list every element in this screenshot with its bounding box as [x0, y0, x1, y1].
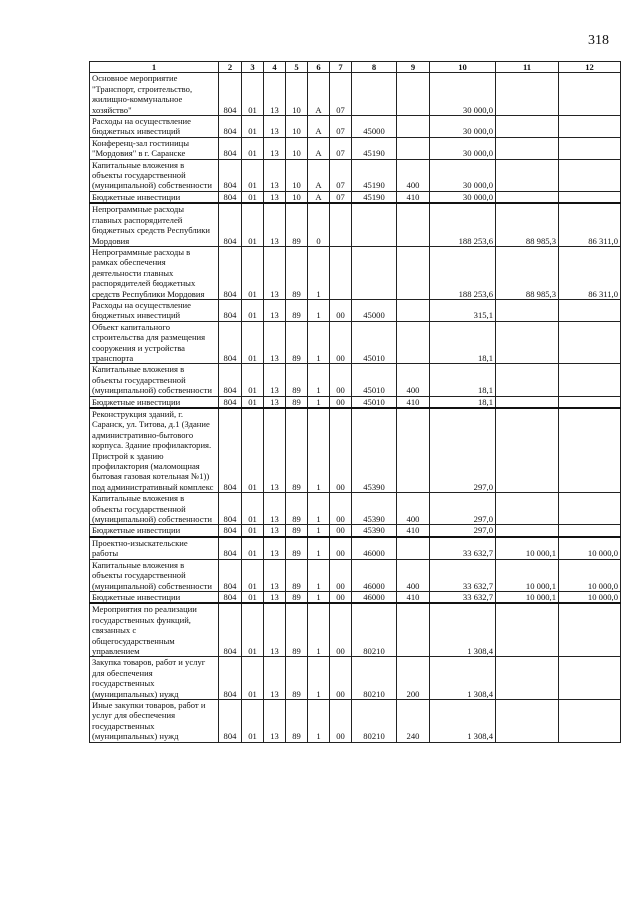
cell-code: 45190 [352, 137, 397, 159]
cell-code: 80210 [352, 699, 397, 742]
cell-code [352, 73, 397, 116]
cell-code: 89 [286, 525, 308, 537]
cell-code: 13 [264, 657, 286, 700]
cell-code: 01 [242, 203, 264, 246]
cell-code: 13 [264, 191, 286, 203]
cell-name: Капитальные вложения в объекты государственной (муниципальной) собственности [90, 159, 219, 191]
cell-code [330, 246, 352, 299]
cell-code: 804 [219, 493, 242, 525]
cell-name: Капитальные вложения в объекты государственной (муниципальной) собственности [90, 559, 219, 591]
cell-code: 804 [219, 159, 242, 191]
cell-amount: 18,1 [430, 321, 496, 364]
cell-code: 13 [264, 203, 286, 246]
cell-code: 1 [308, 657, 330, 700]
budget-table [89, 61, 621, 743]
cell-code [352, 246, 397, 299]
cell-code: 13 [264, 537, 286, 559]
table-row [90, 408, 621, 493]
cell-name: Основное мероприятие "Транспорт, строительство, жилищно-коммунальное хозяйство" [90, 73, 219, 116]
cell-code: 1 [308, 603, 330, 657]
cell-amount [496, 364, 559, 396]
cell-code: 200 [397, 657, 430, 700]
cell-code: 00 [330, 321, 352, 364]
cell-code: 80210 [352, 657, 397, 700]
cell-code: 00 [330, 525, 352, 537]
cell-code: 804 [219, 591, 242, 603]
table-row [90, 591, 621, 603]
cell-code: 89 [286, 246, 308, 299]
cell-code: 00 [330, 699, 352, 742]
cell-code: 13 [264, 493, 286, 525]
cell-code: 1 [308, 396, 330, 408]
cell-amount: 10 000,1 [496, 591, 559, 603]
col-header: 6 [308, 62, 330, 73]
cell-amount [496, 321, 559, 364]
cell-code: 804 [219, 299, 242, 321]
cell-name: Бюджетные инвестиции [90, 396, 219, 408]
cell-amount: 33 632,7 [430, 591, 496, 603]
table-row [90, 603, 621, 657]
cell-name: Капитальные вложения в объекты государственной (муниципальной) собственности [90, 493, 219, 525]
cell-code: 804 [219, 525, 242, 537]
cell-amount: 30 000,0 [430, 159, 496, 191]
cell-code [397, 203, 430, 246]
cell-name: Непрограммные расходы главных распорядителей бюджетных средств Республики Мордовия [90, 203, 219, 246]
cell-code: 804 [219, 321, 242, 364]
col-header: 8 [352, 62, 397, 73]
cell-code: 13 [264, 246, 286, 299]
cell-code: 804 [219, 537, 242, 559]
cell-amount [559, 364, 621, 396]
cell-code: 89 [286, 591, 308, 603]
cell-code: 1 [308, 537, 330, 559]
cell-code: 1 [308, 364, 330, 396]
cell-code: 1 [308, 559, 330, 591]
cell-code: 01 [242, 159, 264, 191]
cell-code: 00 [330, 603, 352, 657]
cell-code: 01 [242, 493, 264, 525]
cell-code: 10 [286, 73, 308, 116]
cell-amount [559, 525, 621, 537]
cell-code [397, 246, 430, 299]
table-row [90, 191, 621, 203]
col-header: 9 [397, 62, 430, 73]
cell-amount [496, 408, 559, 493]
col-header: 10 [430, 62, 496, 73]
cell-name: Конференц-зал гостиницы "Мордовия" в г. Саранске [90, 137, 219, 159]
cell-code: 01 [242, 525, 264, 537]
cell-code [397, 603, 430, 657]
cell-name: Капитальные вложения в объекты государственной (муниципальной) собственности [90, 364, 219, 396]
col-header: 2 [219, 62, 242, 73]
cell-code: 400 [397, 493, 430, 525]
cell-name: Бюджетные инвестиции [90, 591, 219, 603]
cell-code: 804 [219, 364, 242, 396]
cell-amount: 18,1 [430, 364, 496, 396]
cell-code: 13 [264, 116, 286, 138]
cell-amount: 30 000,0 [430, 73, 496, 116]
cell-code: 00 [330, 657, 352, 700]
cell-amount [559, 657, 621, 700]
cell-code: 01 [242, 246, 264, 299]
cell-amount: 1 308,4 [430, 699, 496, 742]
cell-code: 07 [330, 137, 352, 159]
cell-code: 89 [286, 537, 308, 559]
cell-code: 1 [308, 525, 330, 537]
cell-code: 1 [308, 591, 330, 603]
cell-name: Непрограммные расходы в рамках обеспечения деятельности главных распорядителей бюджетных средств Республики Мордовия [90, 246, 219, 299]
cell-amount [559, 191, 621, 203]
cell-code: 804 [219, 191, 242, 203]
cell-code: 410 [397, 591, 430, 603]
cell-code: 00 [330, 408, 352, 493]
cell-code: 01 [242, 591, 264, 603]
cell-name: Расходы на осуществление бюджетных инвестиций [90, 299, 219, 321]
cell-code: 400 [397, 559, 430, 591]
cell-code: А [308, 191, 330, 203]
cell-name: Объект капитального строительства для размещения сооружения и устройства транспорта [90, 321, 219, 364]
cell-code: А [308, 73, 330, 116]
cell-code: 804 [219, 116, 242, 138]
cell-code: 01 [242, 657, 264, 700]
table-row [90, 246, 621, 299]
cell-code: 13 [264, 603, 286, 657]
table-row [90, 116, 621, 138]
table-row [90, 699, 621, 742]
cell-amount: 86 311,0 [559, 246, 621, 299]
cell-amount [559, 603, 621, 657]
cell-code: 01 [242, 321, 264, 364]
table-row [90, 299, 621, 321]
cell-code: 45190 [352, 191, 397, 203]
cell-code: А [308, 116, 330, 138]
cell-name: Расходы на осуществление бюджетных инвестиций [90, 116, 219, 138]
cell-code: 45010 [352, 364, 397, 396]
cell-code: 804 [219, 203, 242, 246]
cell-code: 46000 [352, 559, 397, 591]
cell-code: 13 [264, 137, 286, 159]
cell-code: 1 [308, 299, 330, 321]
cell-code: 01 [242, 299, 264, 321]
table-row [90, 137, 621, 159]
cell-code: 13 [264, 559, 286, 591]
cell-code: 45000 [352, 299, 397, 321]
cell-code: 400 [397, 159, 430, 191]
cell-code: 13 [264, 321, 286, 364]
cell-code: 45390 [352, 493, 397, 525]
cell-amount [496, 396, 559, 408]
cell-amount [559, 116, 621, 138]
cell-code [397, 73, 430, 116]
cell-code: 00 [330, 396, 352, 408]
cell-code: 89 [286, 364, 308, 396]
cell-code: 46000 [352, 537, 397, 559]
cell-amount [496, 116, 559, 138]
cell-amount [496, 191, 559, 203]
cell-code: 89 [286, 657, 308, 700]
cell-amount [496, 493, 559, 525]
cell-name: Мероприятия по реализации государственных функций, связанных с общегосударственным управлением [90, 603, 219, 657]
cell-amount [559, 159, 621, 191]
cell-amount [559, 299, 621, 321]
cell-code: 07 [330, 73, 352, 116]
cell-code: 804 [219, 699, 242, 742]
cell-amount [496, 137, 559, 159]
cell-amount [496, 603, 559, 657]
cell-code: 13 [264, 699, 286, 742]
cell-code: 10 [286, 191, 308, 203]
cell-name: Бюджетные инвестиции [90, 191, 219, 203]
cell-code: 400 [397, 364, 430, 396]
cell-amount: 88 985,3 [496, 246, 559, 299]
cell-code: 45390 [352, 408, 397, 493]
cell-code: 804 [219, 396, 242, 408]
cell-code: 89 [286, 603, 308, 657]
cell-code: 01 [242, 408, 264, 493]
cell-code: 13 [264, 159, 286, 191]
cell-amount [559, 137, 621, 159]
page-number: 318 [588, 33, 609, 48]
cell-code: 410 [397, 191, 430, 203]
cell-name: Реконструкция зданий, г. Саранск, ул. Титова, д.1 (Здание административно-бытового корпуса. Здание профилактория. Пристрой к зданию профилактория (маломощная бытовая газовая котельная №1)) под административный комплекс [90, 408, 219, 493]
col-header: 12 [559, 62, 621, 73]
cell-amount: 10 000,1 [496, 559, 559, 591]
cell-amount [559, 321, 621, 364]
table-row [90, 159, 621, 191]
table-row [90, 396, 621, 408]
table-row [90, 321, 621, 364]
cell-code: 45010 [352, 321, 397, 364]
cell-code: 0 [308, 203, 330, 246]
cell-code [397, 537, 430, 559]
cell-code: 804 [219, 657, 242, 700]
cell-code: 804 [219, 408, 242, 493]
cell-code: 07 [330, 159, 352, 191]
cell-code: 89 [286, 699, 308, 742]
cell-code: 410 [397, 396, 430, 408]
cell-code: 01 [242, 364, 264, 396]
cell-code: 804 [219, 559, 242, 591]
cell-code: 10 [286, 159, 308, 191]
cell-amount [559, 396, 621, 408]
cell-code: 00 [330, 299, 352, 321]
cell-code: 13 [264, 73, 286, 116]
cell-code: 13 [264, 396, 286, 408]
cell-code: 89 [286, 321, 308, 364]
cell-code: 89 [286, 299, 308, 321]
cell-code: 00 [330, 364, 352, 396]
cell-code: 10 [286, 137, 308, 159]
cell-code: 89 [286, 493, 308, 525]
cell-amount: 297,0 [430, 408, 496, 493]
cell-amount [559, 408, 621, 493]
cell-code [397, 321, 430, 364]
cell-code: 1 [308, 493, 330, 525]
table-row [90, 525, 621, 537]
table-row [90, 203, 621, 246]
cell-code: 240 [397, 699, 430, 742]
cell-code: 46000 [352, 591, 397, 603]
col-header: 7 [330, 62, 352, 73]
table-row [90, 657, 621, 700]
cell-code: 804 [219, 137, 242, 159]
cell-amount: 1 308,4 [430, 603, 496, 657]
cell-code: 07 [330, 191, 352, 203]
cell-code: 01 [242, 73, 264, 116]
cell-amount [496, 525, 559, 537]
cell-amount: 188 253,6 [430, 246, 496, 299]
table-row [90, 559, 621, 591]
cell-code: 01 [242, 191, 264, 203]
cell-code: А [308, 137, 330, 159]
cell-code: 89 [286, 559, 308, 591]
cell-code: 1 [308, 408, 330, 493]
cell-code: 10 [286, 116, 308, 138]
cell-code: 410 [397, 525, 430, 537]
cell-code: 804 [219, 603, 242, 657]
cell-code [397, 116, 430, 138]
cell-code: 89 [286, 408, 308, 493]
col-header: 11 [496, 62, 559, 73]
table-row [90, 73, 621, 116]
cell-code: 00 [330, 493, 352, 525]
col-header: 4 [264, 62, 286, 73]
cell-amount: 88 985,3 [496, 203, 559, 246]
cell-code: 45000 [352, 116, 397, 138]
cell-code: 01 [242, 396, 264, 408]
cell-code: 89 [286, 203, 308, 246]
cell-amount: 10 000,0 [559, 591, 621, 603]
cell-amount [559, 73, 621, 116]
cell-amount: 30 000,0 [430, 116, 496, 138]
cell-amount [496, 699, 559, 742]
cell-code: 01 [242, 559, 264, 591]
cell-amount: 297,0 [430, 493, 496, 525]
cell-code: 1 [308, 246, 330, 299]
col-header: 3 [242, 62, 264, 73]
table-row [90, 493, 621, 525]
cell-code: 45190 [352, 159, 397, 191]
cell-amount: 1 308,4 [430, 657, 496, 700]
cell-amount: 315,1 [430, 299, 496, 321]
col-header: 1 [90, 62, 219, 73]
cell-code [397, 299, 430, 321]
cell-code: 13 [264, 299, 286, 321]
cell-amount [496, 73, 559, 116]
cell-code [330, 203, 352, 246]
cell-amount: 10 000,0 [559, 559, 621, 591]
cell-code [397, 137, 430, 159]
cell-amount: 86 311,0 [559, 203, 621, 246]
cell-amount: 33 632,7 [430, 559, 496, 591]
cell-amount: 188 253,6 [430, 203, 496, 246]
cell-code: 1 [308, 321, 330, 364]
cell-amount: 297,0 [430, 525, 496, 537]
cell-code: А [308, 159, 330, 191]
cell-code: 07 [330, 116, 352, 138]
col-header: 5 [286, 62, 308, 73]
cell-amount [496, 159, 559, 191]
cell-name: Иные закупки товаров, работ и услуг для обеспечения государственных (муниципальных) нужд [90, 699, 219, 742]
cell-code: 01 [242, 537, 264, 559]
cell-amount [496, 299, 559, 321]
cell-amount: 10 000,1 [496, 537, 559, 559]
cell-code: 89 [286, 396, 308, 408]
cell-amount: 33 632,7 [430, 537, 496, 559]
cell-code: 13 [264, 408, 286, 493]
cell-amount [559, 699, 621, 742]
cell-code: 01 [242, 603, 264, 657]
cell-code: 01 [242, 116, 264, 138]
cell-code: 00 [330, 537, 352, 559]
cell-name: Бюджетные инвестиции [90, 525, 219, 537]
cell-amount: 10 000,0 [559, 537, 621, 559]
cell-amount: 30 000,0 [430, 191, 496, 203]
cell-code: 00 [330, 559, 352, 591]
cell-amount: 30 000,0 [430, 137, 496, 159]
table-row [90, 537, 621, 559]
cell-code: 804 [219, 246, 242, 299]
cell-amount [496, 657, 559, 700]
cell-amount: 18,1 [430, 396, 496, 408]
cell-code: 804 [219, 73, 242, 116]
cell-name: Закупка товаров, работ и услуг для обеспечения государственных (муниципальных) нужд [90, 657, 219, 700]
table-row [90, 364, 621, 396]
header-row [90, 62, 621, 73]
cell-code: 01 [242, 137, 264, 159]
cell-code: 1 [308, 699, 330, 742]
cell-code: 45390 [352, 525, 397, 537]
cell-code [397, 408, 430, 493]
cell-code: 13 [264, 364, 286, 396]
cell-amount [559, 493, 621, 525]
cell-name: Проектно-изыскательские работы [90, 537, 219, 559]
cell-code: 01 [242, 699, 264, 742]
cell-code: 00 [330, 591, 352, 603]
cell-code: 13 [264, 525, 286, 537]
cell-code [352, 203, 397, 246]
cell-code: 13 [264, 591, 286, 603]
cell-code: 45010 [352, 396, 397, 408]
cell-code: 80210 [352, 603, 397, 657]
